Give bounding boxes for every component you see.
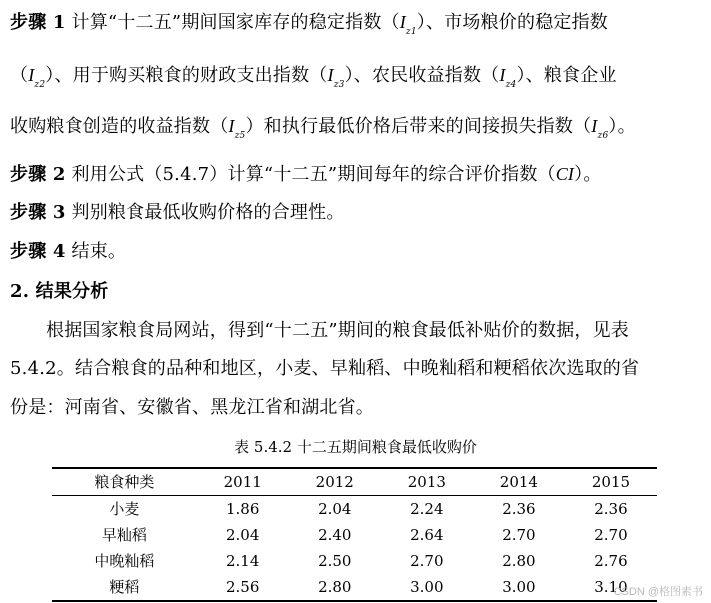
table-cell: 2.36 [502, 500, 536, 518]
table-cell: 2.80 [502, 552, 536, 570]
subscript-z5: z5 [234, 131, 246, 141]
step1-text-h: ）和执行最低价格后带来的间接损失指数（ [245, 116, 592, 137]
subscript-z3: z3 [333, 80, 345, 90]
table-row [52, 548, 657, 574]
table-cell: 3.00 [381, 574, 473, 601]
step1-label: 步骤 1 [10, 12, 66, 33]
table-cell: 2.56 [197, 574, 289, 601]
table-cell: 粳稻 [52, 574, 197, 601]
var-i: I [228, 116, 235, 136]
table-caption: 表 5.4.2 十二五期间粮食最低收购价 [234, 438, 477, 456]
subscript-z2: z2 [34, 80, 46, 90]
step1-text-d: ）、用于购买粮食的财政支出指数（ [45, 65, 328, 86]
step1-line3 [10, 114, 636, 148]
table-cell: 2.70 [502, 526, 536, 544]
header-cell: 2012 [289, 468, 381, 496]
table-cell: 2.40 [318, 526, 352, 544]
step3-label: 步骤 3 [10, 202, 66, 223]
var-i: I [399, 12, 406, 32]
table-cell: 2.04 [318, 500, 352, 518]
step4-label: 步骤 4 [10, 241, 66, 262]
step1-text-e: ）、农民收益指数（ [344, 65, 500, 86]
step3-line [10, 201, 345, 225]
header-cell: 2015 [565, 468, 657, 496]
step4-line [10, 240, 126, 264]
table-cell: 2.14 [226, 552, 260, 570]
table-cell: 2.64 [410, 526, 444, 544]
table-cell: 1.86 [226, 500, 260, 518]
watermark: CSDN @格图素书 [613, 586, 703, 598]
step2-line [10, 162, 602, 187]
table-row [52, 574, 657, 601]
var-i: I [28, 65, 35, 85]
table-header-row [52, 468, 657, 496]
var-i: I [499, 65, 506, 85]
table-cell: 2.80 [289, 574, 381, 601]
header-cell: 2011 [197, 468, 289, 496]
step1-text-i: ）。 [608, 116, 636, 137]
table-row [52, 522, 657, 548]
table-cell: 3.10 [565, 574, 657, 601]
step1-line2 [10, 63, 617, 97]
var-ci: CI [555, 164, 575, 184]
table-cell: 2.50 [318, 552, 352, 570]
header-cell: 粮食种类 [52, 468, 197, 496]
step1-text-a: 计算“十二五”期间国家库存的稳定指数（ [71, 12, 400, 33]
table-cell: 2.70 [594, 526, 628, 544]
price-table [52, 467, 657, 602]
table-cell: 早籼稻 [101, 526, 147, 544]
step2-text-b: ）。 [574, 164, 602, 185]
step1-text-g: 收购粮食创造的收益指数（ [10, 116, 229, 137]
table-cell: 2.36 [594, 500, 628, 518]
table-cell: 小麦 [109, 500, 140, 518]
step3-text: 判别粮食最低收购价格的合理性。 [71, 202, 345, 223]
step1-line1 [10, 10, 608, 44]
subscript-z4: z4 [505, 80, 517, 90]
table-cell: 3.00 [473, 574, 565, 601]
analysis-line3: 份是：河南省、安徽省、黑龙江省和湖北省。 [10, 397, 374, 418]
subscript-z6: z6 [597, 131, 609, 141]
section-heading: 2. 结果分析 [10, 281, 109, 302]
var-i: I [327, 65, 334, 85]
table-cell: 2.70 [410, 552, 444, 570]
var-i: I [591, 116, 598, 136]
step4-text: 结束。 [71, 241, 127, 262]
table-cell: 2.04 [226, 526, 260, 544]
analysis-line2: 5.4.2。结合粮食的品种和地区，小麦、早籼稻、中晚籼稻和粳稻依次选取的省 [10, 358, 640, 379]
analysis-line1: 根据国家粮食局网站，得到“十二五”期间的粮食最低补贴价的数据，见表 [46, 320, 630, 341]
step2-text-a: 利用公式（5.4.7）计算“十二五”期间每年的综合评价指数（ [71, 164, 556, 185]
table-row [52, 496, 657, 523]
step2-label: 步骤 2 [10, 164, 66, 185]
table-cell: 中晚籼稻 [94, 552, 155, 570]
step1-text-f: ）、粮食企业 [516, 65, 617, 86]
step1-text-b: ）、市场粮价的稳定指数 [416, 12, 608, 33]
table-cell: 2.24 [410, 500, 444, 518]
header-cell: 2014 [473, 468, 565, 496]
table-cell: 2.76 [594, 552, 628, 570]
header-cell: 2013 [381, 468, 473, 496]
subscript-z1: z1 [405, 27, 417, 37]
step1-text-c: （ [10, 65, 29, 86]
